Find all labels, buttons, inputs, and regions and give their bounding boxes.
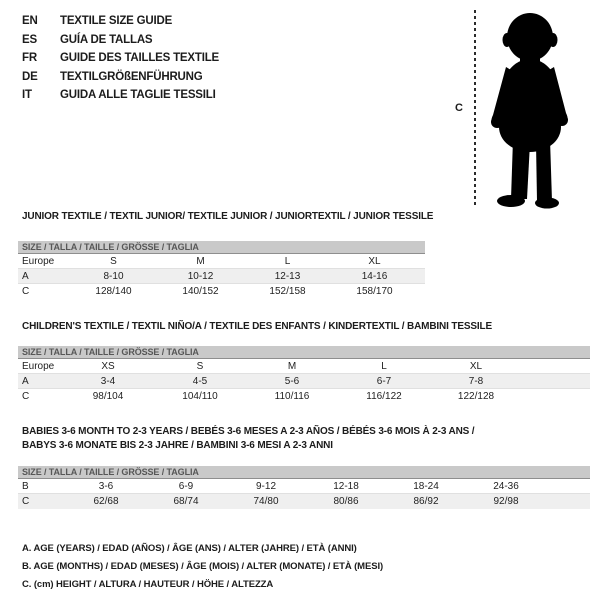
lang-row-fr — [22, 49, 219, 68]
size-col-header: M — [196, 255, 205, 267]
row-label: Europe — [22, 255, 55, 267]
lang-title: GUIDA ALLE TAGLIE TESSILI — [60, 89, 216, 101]
lang-code: EN — [22, 15, 38, 27]
size-col-header: M — [287, 360, 297, 372]
age-value: 7-8 — [468, 375, 484, 387]
junior-section-title: JUNIOR TEXTILE / TEXTIL JUNIOR/ TEXTILE JUNIOR / JUNIORTEXTIL / JUNIOR TESSILE — [22, 211, 434, 222]
babies-size-table — [18, 466, 590, 509]
row-label: C — [22, 286, 30, 297]
size-header-bar: SIZE / TALLA / TAILLE / GRÖSSE / TAGLIA — [18, 466, 590, 479]
lang-code: DE — [22, 70, 38, 83]
age-value: 8-10 — [103, 270, 124, 282]
lang-title: TEXTILGRÖßENFÜHRUNG — [60, 70, 203, 83]
height-value: 92/98 — [493, 496, 519, 507]
age-value: 4-5 — [192, 375, 208, 387]
children-section-title: CHILDREN'S TEXTILE / TEXTIL NIÑO/A / TEXTILE DES ENFANTS / KINDERTEXTIL / BAMBINI TESSILE — [22, 321, 492, 332]
height-value: 152/158 — [269, 286, 306, 297]
lang-title: TEXTILE SIZE GUIDE — [60, 15, 173, 27]
size-col-header: S — [196, 360, 204, 372]
table-header-row — [18, 359, 590, 374]
height-value: 62/68 — [93, 496, 119, 507]
height-value: 80/86 — [333, 496, 359, 507]
age-value: 6-9 — [178, 480, 194, 492]
language-title-list — [22, 12, 219, 105]
row-label: A — [22, 375, 29, 387]
height-measure-label: C — [455, 102, 463, 114]
toddler-silhouette — [486, 11, 574, 211]
lang-row-es — [22, 31, 219, 50]
age-value: 3-6 — [98, 480, 114, 492]
height-value: 158/170 — [356, 286, 393, 297]
height-value: 68/74 — [173, 496, 199, 507]
height-value: 122/128 — [457, 391, 495, 402]
table-header-row — [18, 254, 425, 269]
babies-section-title-line2: BABYS 3-6 MONATE BIS 2-3 JAHRE / BAMBINI 3-6 MESI A 2-3 ANNI — [22, 440, 333, 451]
age-value: 14-16 — [361, 270, 388, 282]
age-value: 12-13 — [274, 270, 301, 282]
size-col-header: XL — [469, 360, 483, 372]
table-row-age — [18, 269, 425, 284]
table-row-height — [18, 494, 590, 509]
height-value: 128/140 — [95, 286, 132, 297]
size-col-header: S — [110, 255, 117, 267]
lang-title: GUIDE DES TAILLES TEXTILE — [60, 52, 219, 64]
height-value: 140/152 — [182, 286, 219, 297]
age-value: 6-7 — [376, 375, 392, 387]
row-label: C — [22, 496, 30, 507]
row-label: Europe — [22, 360, 55, 372]
height-value: 98/104 — [92, 391, 124, 402]
height-value: 116/122 — [366, 391, 402, 402]
size-header-bar: SIZE / TALLA / TAILLE / GRÖSSE / TAGLIA — [18, 346, 590, 359]
size-col-header: L — [284, 255, 291, 267]
note-height-cm: C. (cm) HEIGHT / ALTURA / HAUTEUR / HÖHE / ALTEZZA — [22, 579, 274, 590]
lang-code: ES — [22, 33, 37, 46]
lang-title: GUÍA DE TALLAS — [60, 33, 153, 46]
babies-section-title-line1: BABIES 3-6 MONTH TO 2-3 YEARS / BEBÉS 3-6 MESES A 2-3 AÑOS / BÉBÉS 3-6 MOIS À 2-3 ANS / — [22, 426, 475, 437]
note-age-years: A. AGE (YEARS) / EDAD (AÑOS) / ÂGE (ANS) / ALTER (JAHRE) / ETÀ (ANNI) — [22, 543, 357, 554]
children-size-table — [18, 346, 590, 404]
lang-code: IT — [22, 89, 32, 101]
size-col-header: XL — [368, 255, 381, 267]
height-value: 110/116 — [274, 391, 310, 402]
junior-size-table — [18, 241, 425, 299]
row-label: C — [22, 391, 30, 402]
size-header-bar: SIZE / TALLA / TAILLE / GRÖSSE / TAGLIA — [18, 241, 425, 254]
row-label: A — [22, 270, 29, 282]
legend-notes — [22, 540, 383, 594]
size-col-header: L — [381, 360, 387, 372]
table-row-age-months — [18, 479, 590, 494]
note-age-months: B. AGE (MONTHS) / EDAD (MESES) / ÂGE (MOIS) / ALTER (MONATE) / ETÀ (MESI) — [22, 561, 384, 572]
lang-row-de — [22, 68, 219, 87]
row-label: B — [22, 480, 29, 492]
lang-row-en — [22, 12, 219, 31]
age-value: 5-6 — [284, 375, 300, 387]
height-value: 86/92 — [413, 496, 439, 507]
lang-code: FR — [22, 52, 37, 64]
age-value: 24-36 — [493, 480, 519, 492]
table-row-height — [18, 389, 590, 404]
height-value: 74/80 — [253, 496, 279, 507]
lang-row-it — [22, 86, 219, 105]
size-col-header: XS — [101, 360, 115, 372]
age-value: 9-12 — [255, 480, 276, 492]
age-value: 10-12 — [187, 270, 214, 282]
table-row-height — [18, 284, 425, 299]
table-row-age — [18, 374, 590, 389]
height-dashed-line — [474, 10, 476, 208]
age-value: 18-24 — [413, 480, 439, 492]
age-value: 3-4 — [100, 375, 116, 387]
age-value: 12-18 — [333, 480, 359, 492]
height-value: 104/110 — [182, 391, 218, 402]
